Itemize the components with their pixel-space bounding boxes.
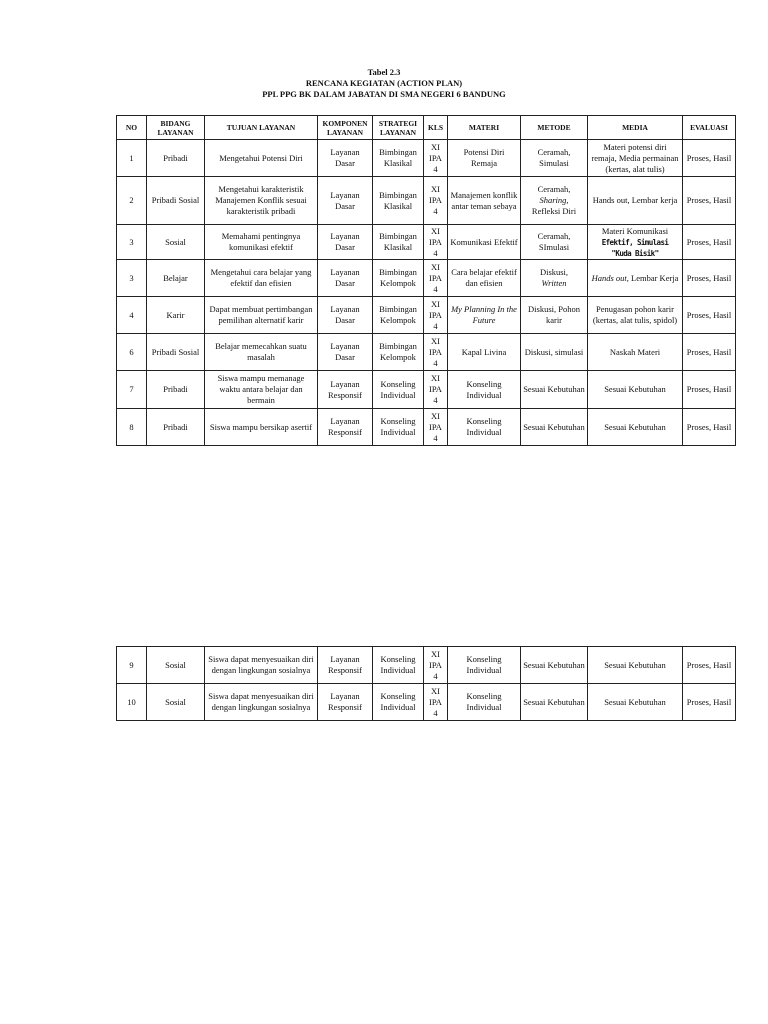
kls-number: 4	[433, 206, 438, 216]
cell-no: 9	[117, 647, 147, 684]
kls-number: 4	[433, 247, 438, 258]
cell-tujuan: Siswa mampu bersikap asertif	[205, 409, 318, 446]
action-plan-table	[116, 115, 736, 446]
cell-bidang: Pribadi	[147, 140, 205, 177]
cell-media: Sesuai Kebutuhan	[588, 371, 683, 409]
kls-program: IPA	[429, 195, 442, 205]
cell-tujuan: Siswa dapat menyesuaikan diri dengan lingkungan sosialnya	[205, 647, 318, 684]
col-header-strategi: STRATEGI LAYANAN	[373, 116, 424, 140]
metode-part: Ceramah,	[537, 184, 571, 194]
cell-kls	[424, 140, 448, 177]
cell-bidang: Pribadi	[147, 371, 205, 409]
cell-evaluasi: Proses, Hasil	[683, 225, 736, 260]
cell-bidang: Pribadi Sosial	[147, 334, 205, 371]
cell-bidang: Belajar	[147, 260, 205, 297]
cell-bidang: Sosial	[147, 647, 205, 684]
cell-kls	[424, 260, 448, 297]
cell-media	[588, 225, 683, 260]
cell-materi: Komunikasi Efektif	[448, 225, 521, 260]
cell-komponen: Layanan Dasar	[318, 297, 373, 334]
cell-evaluasi: Proses, Hasil	[683, 177, 736, 225]
cell-kls	[424, 334, 448, 371]
cell-evaluasi: Proses, Hasil	[683, 409, 736, 446]
kls-grade: XI	[431, 335, 440, 346]
cell-no: 8	[117, 409, 147, 446]
cell-tujuan: Siswa mampu memanage waktu antara belajar dan bermain	[205, 371, 318, 409]
cell-no: 1	[117, 140, 147, 177]
cell-evaluasi: Proses, Hasil	[683, 260, 736, 297]
action-plan-table-continued	[116, 646, 736, 721]
kls-program: IPA	[429, 421, 442, 432]
cell-kls	[424, 177, 448, 225]
kls-number: 4	[433, 395, 438, 405]
kls-program: IPA	[429, 384, 442, 394]
table-row	[117, 647, 736, 684]
cell-no: 7	[117, 371, 147, 409]
cell-metode: Diskusi, simulasi	[521, 334, 588, 371]
col-header-metode: METODE	[521, 116, 588, 140]
cell-materi: Kapal Livina	[448, 334, 521, 371]
table-row	[117, 297, 736, 334]
cell-media: Sesuai Kebutuhan	[588, 409, 683, 446]
media-part: , Lembar Kerja	[626, 272, 679, 283]
col-header-bidang: BIDANG LAYANAN	[147, 116, 205, 140]
cell-kls	[424, 371, 448, 409]
kls-program: IPA	[429, 236, 442, 247]
table-row	[117, 684, 736, 721]
table-caption	[0, 67, 768, 100]
cell-no: 3	[117, 225, 147, 260]
table-row	[117, 371, 736, 409]
cell-media: Hands out, Lembar kerja	[588, 177, 683, 225]
cell-bidang: Sosial	[147, 684, 205, 721]
cell-materi: Konseling Individual	[448, 409, 521, 446]
cell-komponen: Layanan Responsif	[318, 371, 373, 409]
cell-komponen: Layanan Responsif	[318, 409, 373, 446]
table-subtitle: PPL PPG BK DALAM JABATAN DI SMA NEGERI 6 BANDUNG	[262, 89, 506, 99]
table-row	[117, 334, 736, 371]
cell-tujuan: Mengetahui cara belajar yang efektif dan efisien	[205, 260, 318, 297]
kls-grade: XI	[431, 261, 440, 272]
kls-program: IPA	[429, 309, 442, 320]
cell-tujuan: Memahami pentingnya komunikasi efektif	[205, 225, 318, 260]
cell-strategi: Konseling Individual	[373, 684, 424, 721]
metode-italic: Sharing	[539, 195, 567, 205]
cell-komponen: Layanan Dasar	[318, 177, 373, 225]
kls-number: 4	[433, 283, 438, 294]
table-header-row	[117, 116, 736, 140]
kls-grade: XI	[431, 298, 440, 309]
cell-kls	[424, 409, 448, 446]
kls-program: IPA	[429, 696, 442, 707]
kls-number: 4	[433, 707, 438, 718]
cell-evaluasi: Proses, Hasil	[683, 647, 736, 684]
cell-no: 10	[117, 684, 147, 721]
cell-media: Sesuai Kebutuhan	[588, 647, 683, 684]
kls-number: 4	[433, 670, 438, 681]
kls-program: IPA	[429, 659, 442, 670]
cell-bidang: Pribadi	[147, 409, 205, 446]
cell-bidang: Pribadi Sosial	[147, 177, 205, 225]
cell-media	[588, 260, 683, 297]
media-part: Materi Komunikasi	[601, 225, 669, 236]
cell-materi: Konseling Individual	[448, 371, 521, 409]
cell-no: 6	[117, 334, 147, 371]
kls-program: IPA	[429, 272, 442, 283]
cell-strategi: Konseling Individual	[373, 371, 424, 409]
kls-grade: XI	[431, 648, 440, 659]
cell-media: Penugasan pohon karir (kertas, alat tulis, spidol)	[588, 297, 683, 334]
cell-no: 3	[117, 260, 147, 297]
kls-number: 4	[433, 432, 438, 443]
cell-strategi: Konseling Individual	[373, 409, 424, 446]
cell-materi: Manajemen konflik antar teman sebaya	[448, 177, 521, 225]
cell-tujuan: Mengetahui karakteristik Manajemen Konflik sesuai karakteristik pribadi	[205, 177, 318, 225]
cell-komponen: Layanan Dasar	[318, 334, 373, 371]
cell-evaluasi: Proses, Hasil	[683, 684, 736, 721]
cell-no: 2	[117, 177, 147, 225]
table-row	[117, 409, 736, 446]
cell-tujuan: Belajar memecahkan suatu masalah	[205, 334, 318, 371]
cell-bidang: Sosial	[147, 225, 205, 260]
table-row	[117, 225, 736, 260]
cell-tujuan: Dapat membuat pertimbangan pemilihan alternatif karir	[205, 297, 318, 334]
cell-evaluasi: Proses, Hasil	[683, 371, 736, 409]
table-title: RENCANA KEGIATAN (ACTION PLAN)	[305, 78, 463, 88]
cell-no: 4	[117, 297, 147, 334]
cell-media: Naskah Materi	[588, 334, 683, 371]
table-row	[117, 140, 736, 177]
table-number: Tabel 2.3	[367, 67, 401, 77]
cell-metode: Sesuai Kebutuhan	[521, 647, 588, 684]
cell-strategi: Konseling Individual	[373, 647, 424, 684]
media-italic: Hands out	[591, 272, 627, 283]
cell-materi: Potensi Diri Remaja	[448, 140, 521, 177]
cell-strategi: Bimbingan Klasikal	[373, 140, 424, 177]
col-header-komponen: KOMPONEN LAYANAN	[318, 116, 373, 140]
kls-number: 4	[433, 320, 438, 331]
kls-grade: XI	[431, 184, 440, 194]
cell-materi: Cara belajar efektif dan efisien	[448, 260, 521, 297]
cell-komponen: Layanan Responsif	[318, 684, 373, 721]
kls-grade: XI	[431, 141, 440, 152]
cell-komponen: Layanan Responsif	[318, 647, 373, 684]
kls-number: 4	[433, 163, 438, 174]
cell-materi: Konseling Individual	[448, 647, 521, 684]
cell-strategi: Bimbingan Kelompok	[373, 260, 424, 297]
kls-grade: XI	[431, 685, 440, 696]
cell-komponen: Layanan Dasar	[318, 260, 373, 297]
cell-metode	[521, 177, 588, 225]
cell-metode: Sesuai Kebutuhan	[521, 684, 588, 721]
cell-metode	[521, 260, 588, 297]
metode-italic: Written	[541, 278, 567, 288]
kls-program: IPA	[429, 152, 442, 163]
metode-part: Refleksi Diri	[531, 206, 577, 216]
col-header-no: NO	[117, 116, 147, 140]
metode-part: Diskusi,	[539, 267, 569, 277]
cell-media: Materi potensi diri remaja, Media permainan (kertas, alat tulis)	[588, 140, 683, 177]
cell-tujuan: Mengetahui Potensi Diri	[205, 140, 318, 177]
metode-comma: ,	[566, 195, 569, 205]
kls-grade: XI	[431, 225, 440, 236]
cell-kls	[424, 647, 448, 684]
media-part-condensed: Efektif, Simulasi "Kuda Bisik"	[601, 237, 669, 258]
cell-komponen: Layanan Dasar	[318, 225, 373, 260]
cell-evaluasi: Proses, Hasil	[683, 334, 736, 371]
kls-grade: XI	[431, 410, 440, 421]
col-header-evaluasi: EVALUASI	[683, 116, 736, 140]
table-row	[117, 260, 736, 297]
cell-strategi: Bimbingan Klasikal	[373, 225, 424, 260]
cell-strategi: Bimbingan Klasikal	[373, 177, 424, 225]
cell-metode: Ceramah, Simulasi	[521, 140, 588, 177]
cell-tujuan: Siswa dapat menyesuaikan diri dengan lingkungan sosialnya	[205, 684, 318, 721]
cell-kls	[424, 297, 448, 334]
cell-strategi: Bimbingan Kelompok	[373, 297, 424, 334]
cell-metode: Ceramah, SImulasi	[521, 225, 588, 260]
cell-materi: Konseling Individual	[448, 684, 521, 721]
kls-number: 4	[433, 357, 438, 368]
table-row	[117, 177, 736, 225]
cell-kls	[424, 225, 448, 260]
cell-evaluasi: Proses, Hasil	[683, 297, 736, 334]
col-header-tujuan: TUJUAN LAYANAN	[205, 116, 318, 140]
cell-kls	[424, 684, 448, 721]
kls-program: IPA	[429, 346, 442, 357]
cell-komponen: Layanan Dasar	[318, 140, 373, 177]
cell-metode: Sesuai Kebutuhan	[521, 409, 588, 446]
cell-materi	[448, 297, 521, 334]
cell-media: Sesuai Kebutuhan	[588, 684, 683, 721]
cell-bidang: Karir	[147, 297, 205, 334]
col-header-media: MEDIA	[588, 116, 683, 140]
cell-evaluasi: Proses, Hasil	[683, 140, 736, 177]
materi-italic: My Planning In the Future	[451, 304, 517, 325]
cell-metode: Sesuai Kebutuhan	[521, 371, 588, 409]
kls-grade: XI	[431, 373, 440, 383]
cell-metode: Diskusi, Pohon karir	[521, 297, 588, 334]
col-header-materi: MATERI	[448, 116, 521, 140]
col-header-kls: KLS	[424, 116, 448, 140]
cell-strategi: Bimbingan Kelompok	[373, 334, 424, 371]
